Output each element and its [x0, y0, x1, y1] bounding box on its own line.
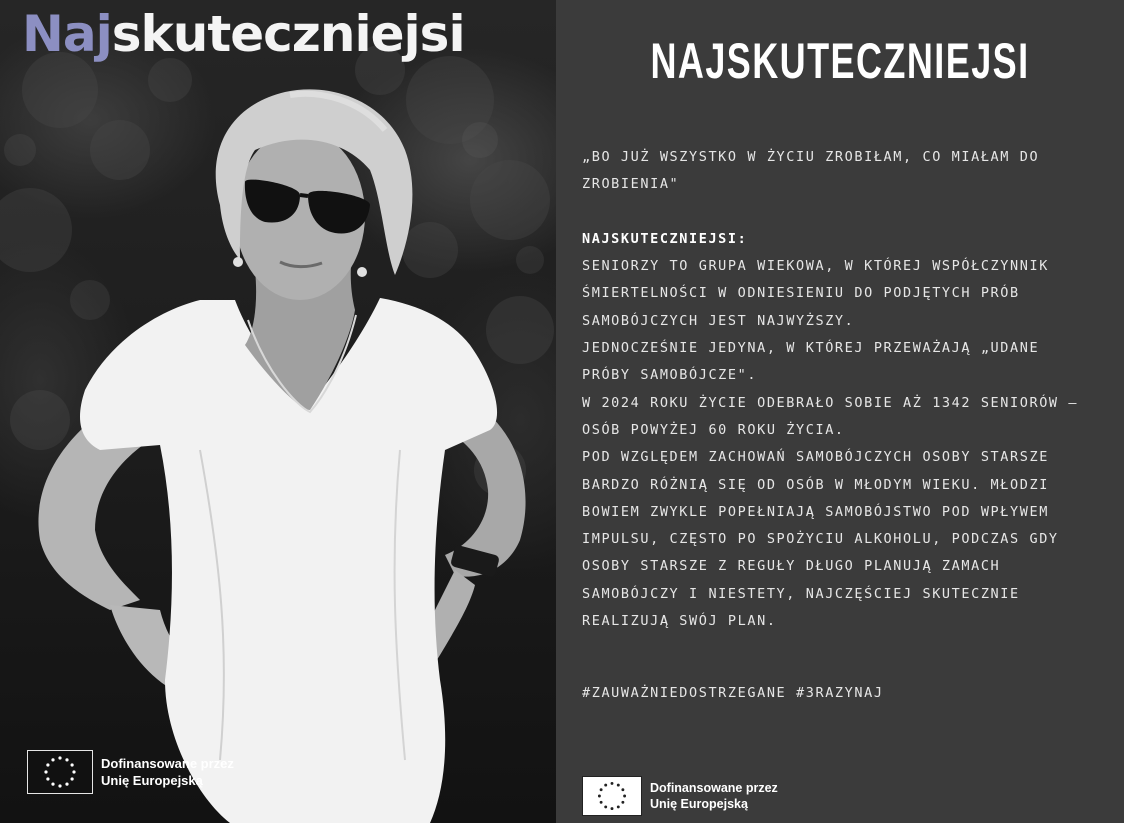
section-heading: NAJSKUTECZNIEJSI: — [582, 230, 748, 247]
eu-funding-badge-left — [27, 750, 234, 794]
body-line: PRÓBY SAMOBÓJCZE". — [582, 367, 758, 384]
eu-flag-icon — [582, 776, 642, 816]
eu-funding-text — [650, 780, 778, 812]
body-line: OSÓB POWYŻEJ 60 ROKU ŻYCIA. — [582, 421, 845, 438]
body-line: W 2024 ROKU ŻYCIE ODEBRAŁO SOBIE AŻ 1342 SENIORÓW – — [582, 394, 1079, 411]
body-line: POD WZGLĘDEM ZACHOWAŃ SAMOBÓJCZYCH OSOBY STARSZE — [582, 449, 1049, 466]
hashtags: #ZAUWAŻNIEDOSTRZEGANE #3RAZYNAJ — [582, 685, 884, 701]
body-line: BARDZO RÓŻNIĄ SIĘ OD OSÓB W MŁODYM WIEKU. MŁODZI — [582, 476, 1049, 493]
eu-funding-line2: Unię Europejską — [650, 797, 748, 811]
eu-funding-line1: Dofinansowane przez — [650, 781, 778, 795]
body-line: SAMOBÓJCZY I NIESTETY, NAJCZĘŚCIEJ SKUTECZNIE — [582, 585, 1020, 602]
brand-title-suffix: skuteczniejsi — [111, 5, 465, 63]
panel-title: NAJSKUTECZNIEJSI — [650, 33, 1030, 89]
photo-panel — [0, 0, 556, 823]
body-line: OSOBY STARSZE Z REGUŁY DŁUGO PLANUJĄ ZAMACH — [582, 558, 1001, 575]
brand-title-prefix: Naj — [22, 5, 112, 63]
quote-line: „BO JUŻ WSZYSTKO W ŻYCIU ZROBIŁAM, CO MIAŁAM DO — [582, 149, 1040, 165]
body-line: JEDNOCZEŚNIE JEDYNA, W KTÓREJ PRZEWAŻAJĄ „UDANE — [582, 340, 1040, 357]
brand-title — [22, 2, 465, 66]
eu-funding-line2: Unię Europejską — [101, 773, 203, 788]
quote-line: ZROBIENIA" — [582, 176, 680, 193]
eu-funding-badge-right — [582, 776, 778, 816]
body-line: SAMOBÓJCZYCH JEST NAJWYŻSZY. — [582, 312, 855, 329]
body-line: REALIZUJĄ SWÓJ PLAN. — [582, 613, 777, 630]
body-line: SENIORZY TO GRUPA WIEKOWA, W KTÓREJ WSPÓŁCZYNNIK — [582, 258, 1049, 275]
text-panel — [556, 0, 1124, 823]
body-line: ŚMIERTELNOŚCI W ODNIESIENIU DO PODJĘTYCH PRÓB — [582, 285, 1020, 302]
body-line: IMPULSU, CZĘSTO PO SPOŻYCIU ALKOHOLU, PODCZAS GDY — [582, 531, 1059, 548]
body-line: BOWIEM ZWYKLE POPEŁNIAJĄ SAMOBÓJSTWO POD WPŁYWEM — [582, 503, 1049, 520]
body-text — [582, 144, 1112, 635]
eu-funding-text — [101, 755, 234, 789]
portrait-woman — [0, 0, 556, 823]
eu-funding-line1: Dofinansowane przez — [101, 756, 234, 771]
eu-flag-icon — [27, 750, 93, 794]
